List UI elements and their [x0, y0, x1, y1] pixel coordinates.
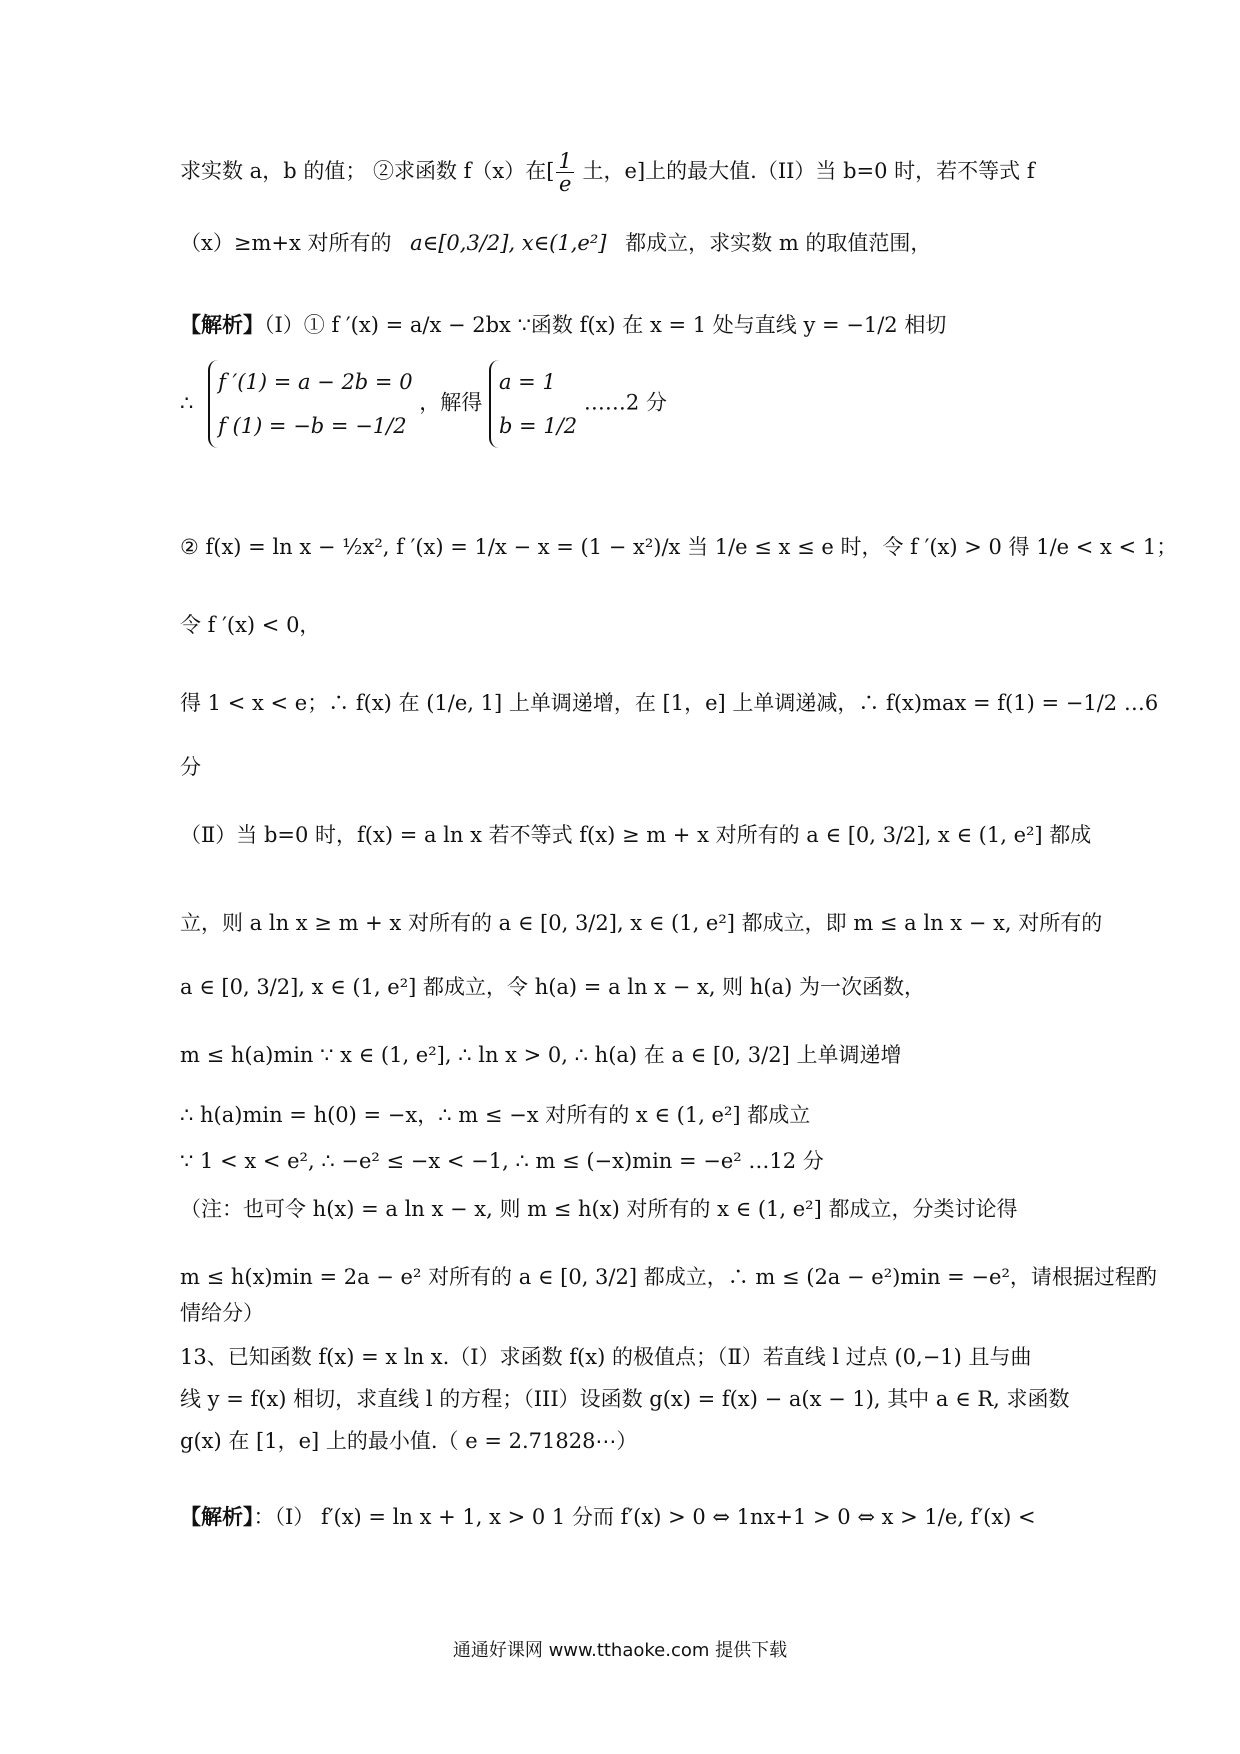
solution-line3: 令 f ′(x) < 0， [180, 613, 321, 637]
solution-line9: m ≤ h(a)min ∵ x ∈ (1, e²], ∴ ln x > 0, ∴ h(a) 在 a ∈ [0, 3/2] 上单调递增 [180, 1043, 902, 1067]
problem12-line1: 求实数 a，b 的值； ②求函数 f（x）在[ $\frac{1}{e}$ 土，e]上的最大值.（II）当 b=0 时，若不等式 f [180, 149, 1035, 196]
solution-line1: 【解析】（Ⅰ）① f ′(x) = a/x − 2bx ∵函数 f(x) 在 x = 1 处与直线 y = −1/2 相切 [180, 313, 947, 337]
equation-system: ∴ f ′(1) = a − 2b = 0 f (1) = −b = −1/2 ，解得 a = 1 b = 1/2 ……2 分 [180, 360, 667, 448]
system-right: a = 1 b = 1/2 [489, 360, 577, 448]
problem13-solution: 【解析】：（Ⅰ） f′(x) = ln x + 1, x > 0 1 分而 f′(x) > 0 ⇔ 1nx+1 > 0 ⇔ x > 1/e, f′(x) < [180, 1505, 1036, 1529]
problem13-line2: 线 y = f(x) 相切，求直线 l 的方程；（III）设函数 g(x) = f(x) − a(x − 1), 其中 a ∈ R, 求函数 [180, 1387, 1070, 1411]
solution-line7: 立，则 a ln x ≥ m + x 对所有的 a ∈ [0, 3/2], x ∈ (1, e²] 都成立，即 m ≤ a ln x − x, 对所有的 [180, 911, 1103, 935]
text: 求实数 a，b 的值； ②求函数 f（x）在[ [180, 159, 555, 183]
problem13-line3: g(x) 在 [1，e] 上的最小值.（ e = 2.71828⋯） [180, 1429, 638, 1453]
footer-credit: 通通好课网 www.tthaoke.com 提供下载 [452, 1640, 788, 1661]
solution-line4: 得 1 < x < e；∴ f(x) 在 (1/e, 1] 上单调递增，在 [1，e] 上单调递减，∴ f(x)max = f(1) = −1/2 …6 [180, 691, 1159, 715]
problem12-line2: （x）≥m+x 对所有的 a∈[0,3/2], x∈(1,e²] 都成立，求实数 m 的取值范围， [180, 231, 932, 255]
system-left: f ′(1) = a − 2b = 0 f (1) = −b = −1/2 [208, 360, 413, 448]
solution-heading-13: 【解析】 [180, 1505, 254, 1529]
solution-heading: 【解析】 [180, 313, 264, 337]
problem13-line1: 13、已知函数 f(x) = x ln x.（Ⅰ）求函数 f(x) 的极值点；（Ⅱ）若直线 l 过点 (0,−1) 且与曲 [180, 1345, 1032, 1369]
solution-line10: ∴ h(a)min = h(0) = −x，∴ m ≤ −x 对所有的 x ∈ (1, e²] 都成立 [180, 1103, 811, 1127]
fraction-1-over-e: $\frac{1}{e}$ [558, 149, 572, 196]
solution-line2: ② f(x) = ln x − ½x², f ′(x) = 1/x − x = (1 − x²)/x 当 1/e ≤ x ≤ e 时，令 f ′(x) > 0 得 1/e < x < 1； [180, 535, 1178, 559]
solution-line12: （注：也可令 h(x) = a ln x − x, 则 m ≤ h(x) 对所有的 x ∈ (1, e²] 都成立，分类讨论得 [180, 1197, 1018, 1221]
solution-line13: m ≤ h(x)min = 2a − e² 对所有的 a ∈ [0, 3/2] 都成立，∴ m ≤ (2a − e²)min = −e²，请根据过程酌 [180, 1265, 1157, 1289]
solution-line14: 情给分） [180, 1301, 264, 1325]
solution-line11: ∵ 1 < x < e², ∴ −e² ≤ −x < −1, ∴ m ≤ (−x)min = −e² …12 分 [180, 1149, 824, 1173]
solution-line6: （Ⅱ）当 b=0 时，f(x) = a ln x 若不等式 f(x) ≥ m + x 对所有的 a ∈ [0, 3/2], x ∈ (1, e²] 都成 [180, 823, 1092, 847]
solution-line8: a ∈ [0, 3/2], x ∈ (1, e²] 都成立，令 h(a) = a ln x − x, 则 h(a) 为一次函数， [180, 975, 925, 999]
solution-line5: 分 [180, 755, 201, 779]
